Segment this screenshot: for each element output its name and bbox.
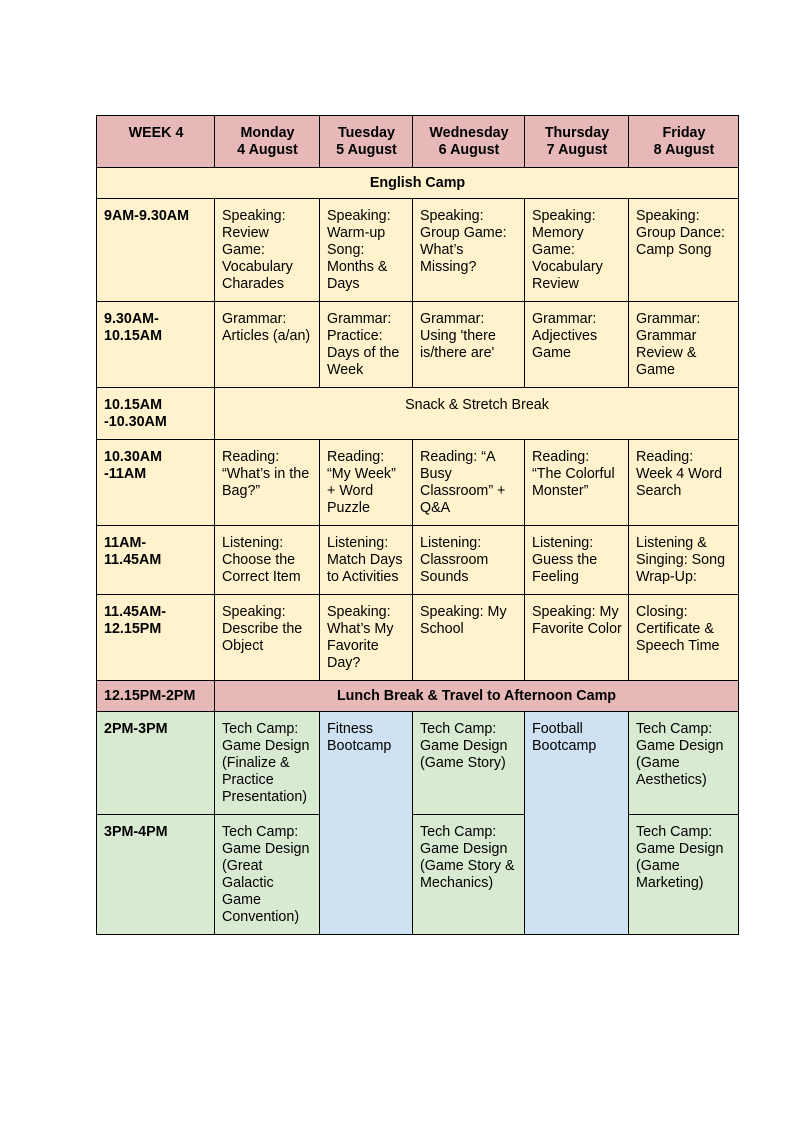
table-row [97, 595, 739, 681]
day-header-monday: Monday 4 August [215, 116, 320, 168]
activity-cell: Speaking: Group Game: What’s Missing? [413, 199, 525, 302]
activity-cell: Listening: Classroom Sounds [413, 526, 525, 595]
day-header-tuesday: Tuesday 5 August [320, 116, 413, 168]
schedule-table [96, 115, 739, 935]
week-label: WEEK 4 [97, 116, 215, 168]
activity-cell: Speaking: My Favorite Color [525, 595, 629, 681]
table-row [97, 440, 739, 526]
activity-cell: Reading: “A Busy Classroom” + Q&A [413, 440, 525, 526]
table-row [97, 388, 739, 440]
english-camp-label: English Camp [97, 168, 739, 199]
activity-cell: Grammar: Practice: Days of the Week [320, 302, 413, 388]
activity-cell: Speaking: What’s My Favorite Day? [320, 595, 413, 681]
activity-cell: Fitness Bootcamp [320, 712, 413, 935]
time-cell: 9.30AM- 10.15AM [97, 302, 215, 388]
activity-cell: Listening: Guess the Feeling [525, 526, 629, 595]
activity-cell: Listening: Match Days to Activities [320, 526, 413, 595]
activity-cell: Reading: “What’s in the Bag?” [215, 440, 320, 526]
day-header-thursday: Thursday 7 August [525, 116, 629, 168]
activity-cell: Speaking: Review Game: Vocabulary Charades [215, 199, 320, 302]
activity-cell: Grammar: Using 'there is/there are' [413, 302, 525, 388]
lunch-row [97, 681, 739, 712]
activity-cell: Football Bootcamp [525, 712, 629, 935]
activity-cell: Grammar: Adjectives Game [525, 302, 629, 388]
activity-cell: Tech Camp: Game Design (Finalize & Practice Presentation) [215, 712, 320, 815]
activity-cell: Grammar: Grammar Review & Game [629, 302, 739, 388]
activity-cell: Grammar: Articles (a/an) [215, 302, 320, 388]
time-cell: 12.15PM-2PM [97, 681, 215, 712]
time-cell: 3PM-4PM [97, 815, 215, 935]
activity-cell: Reading: Week 4 Word Search [629, 440, 739, 526]
time-cell: 9AM-9.30AM [97, 199, 215, 302]
header-row [97, 116, 739, 168]
activity-cell: Tech Camp: Game Design (Great Galactic Game Convention) [215, 815, 320, 935]
activity-cell: Listening & Singing: Song Wrap-Up: [629, 526, 739, 595]
activity-cell: Closing: Certificate & Speech Time [629, 595, 739, 681]
activity-cell: Tech Camp: Game Design (Game Aesthetics) [629, 712, 739, 815]
activity-cell: Speaking: My School [413, 595, 525, 681]
time-cell: 11.45AM- 12.15PM [97, 595, 215, 681]
activity-cell: Tech Camp: Game Design (Game Story) [413, 712, 525, 815]
table-row [97, 712, 739, 815]
english-camp-band-row [97, 168, 739, 199]
activity-cell: Speaking: Memory Game: Vocabulary Review [525, 199, 629, 302]
lunch-break-cell: Lunch Break & Travel to Afternoon Camp [215, 681, 739, 712]
time-cell: 10.15AM -10.30AM [97, 388, 215, 440]
day-header-wednesday: Wednesday 6 August [413, 116, 525, 168]
activity-cell: Speaking: Warm-up Song: Months & Days [320, 199, 413, 302]
activity-cell: Tech Camp: Game Design (Game Story & Mechanics) [413, 815, 525, 935]
table-row [97, 815, 739, 935]
activity-cell: Reading: “The Colorful Monster” [525, 440, 629, 526]
time-cell: 2PM-3PM [97, 712, 215, 815]
activity-cell: Tech Camp: Game Design (Game Marketing) [629, 815, 739, 935]
snack-break-cell: Snack & Stretch Break [215, 388, 739, 440]
time-cell: 10.30AM -11AM [97, 440, 215, 526]
activity-cell: Speaking: Describe the Object [215, 595, 320, 681]
activity-cell: Speaking: Group Dance: Camp Song [629, 199, 739, 302]
activity-cell: Reading: “My Week” + Word Puzzle [320, 440, 413, 526]
table-row [97, 199, 739, 302]
day-header-friday: Friday 8 August [629, 116, 739, 168]
table-row [97, 302, 739, 388]
time-cell: 11AM- 11.45AM [97, 526, 215, 595]
activity-cell: Listening: Choose the Correct Item [215, 526, 320, 595]
table-row [97, 526, 739, 595]
